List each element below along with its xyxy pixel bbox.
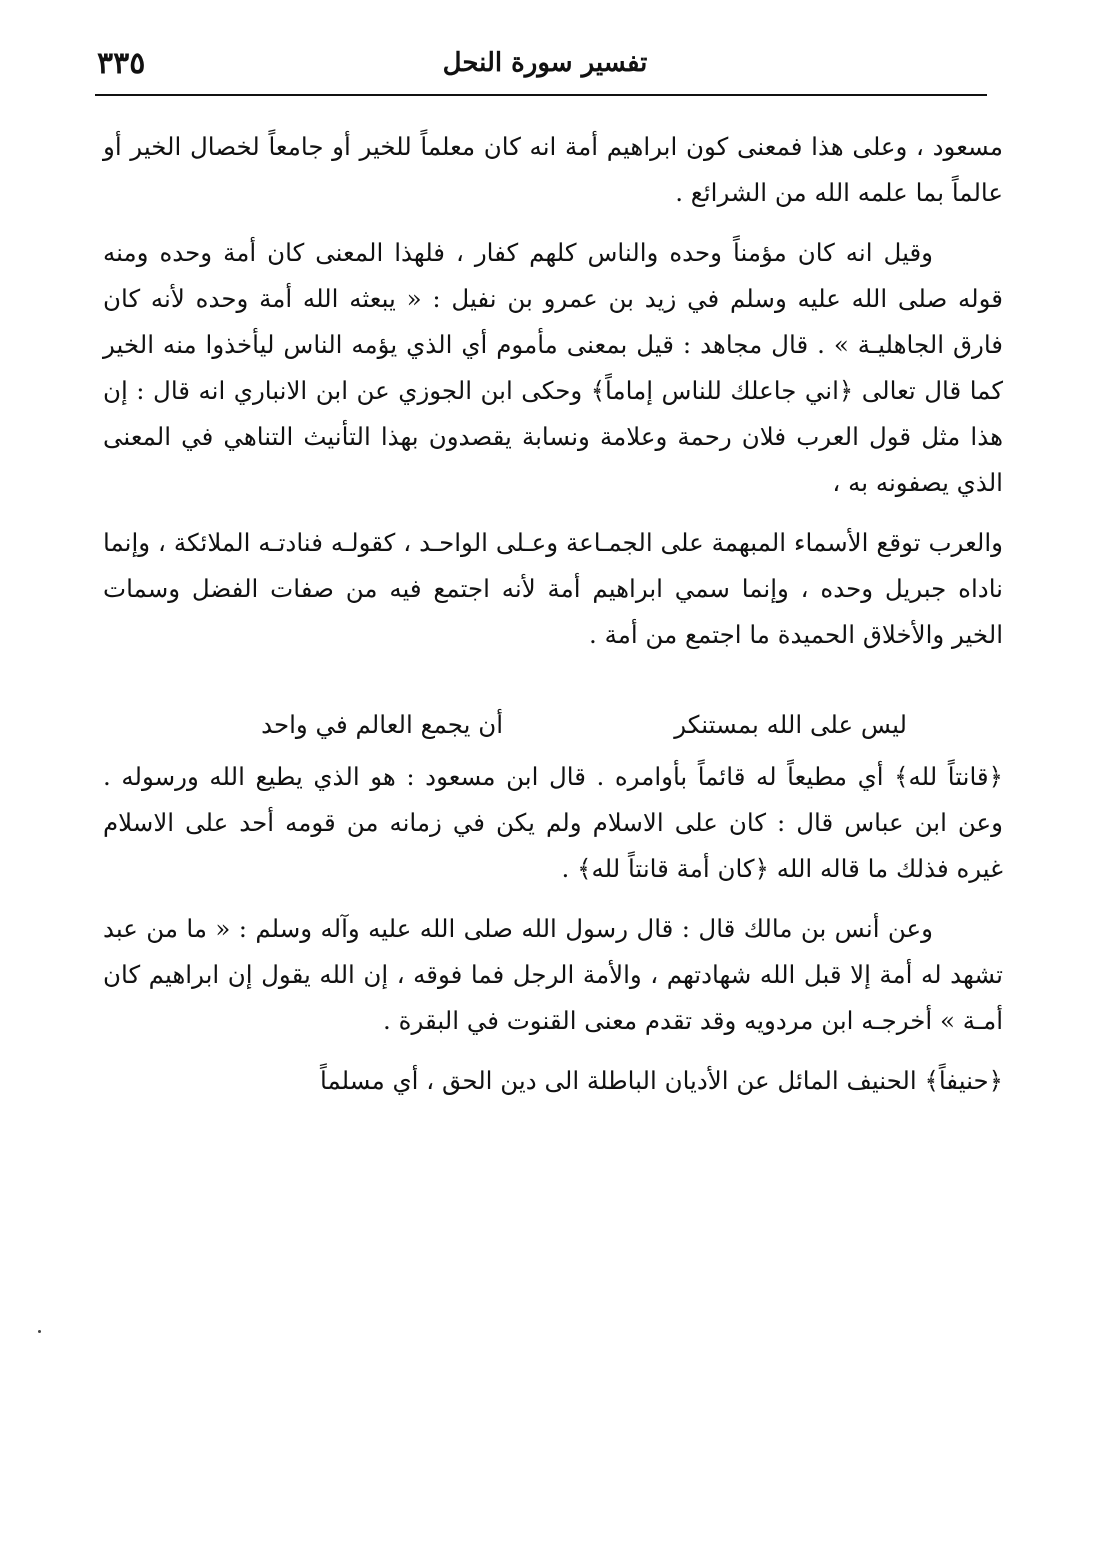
- paragraph-1: مسعود ، وعلى هذا فمعنى كون ابراهيم أمة انه كان معلماً للخير أو جامعاً لخصال الخير أو عالماً بما علمه الله من الشرائع .: [103, 132, 1003, 207]
- scan-speck: [38, 1330, 41, 1333]
- running-title: تفسير سورة النحل: [442, 48, 648, 78]
- page-body: [103, 124, 1003, 1104]
- page-header: [95, 42, 987, 94]
- paragraph-3: والعرب توقع الأسماء المبهمة على الجمـاعة وعـلى الواحـد ، كقولـه فنادتـه الملائكة ، وإنما ناداه جبريل وحده ، وإنما سمي ابراهيم أمة لأنه اجتمع فيه من صفات الفضل وسمات الخير والأخلاق الحميدة ما اجتمع من أمة .: [103, 528, 1003, 649]
- paragraph-4: ﴿قانتاً لله﴾ أي مطيعاً له قائماً بأوامره . قال ابن مسعود : هو الذي يطيع الله ورسوله . وعن ابن عباس قال : كان على الاسلام ولم يكن في زمانه من قومه أحد على الاسلام غيره فذلك ما قاله الله ﴿كان أمة قانتاً لله﴾ .: [103, 762, 1003, 883]
- verse-first-hemistich: ليس على الله بمستنكر: [674, 710, 907, 739]
- paragraph-5: وعن أنس بن مالك قال : قال رسول الله صلى الله عليه وآله وسلم : « ما من عبد تشهد له أمة إلا قبل الله شهادتهم ، والأمة الرجل فما فوقه ، إن الله يقول إن ابراهيم كان أمـة » أخرجـه ابن مردويه وقد تقدم معنى القنوت في البقرة .: [103, 914, 1003, 1035]
- poetry-verse: [103, 702, 1003, 748]
- page-number: ٣٣٥: [97, 46, 146, 81]
- paragraph-6: ﴿حنيفاً﴾ الحنيف المائل عن الأديان الباطلة الى دين الحق ، أي مسلماً: [320, 1066, 1003, 1095]
- paragraph-2: وقيل انه كان مؤمناً وحده والناس كلهم كفار ، فلهذا المعنى كان أمة وحده ومنه قوله صلى الله عليه وسلم في زيد بن عمرو بن نفيل : « يبعثه الله أمة وحده لأنه كان فارق الجاهليـة » . قال مجاهد : قيل بمعنى مأموم أي الذي يؤمه الناس ليأخذوا منه الخير كما قال تعالى ﴿اني جاعلك للناس إماماً﴾ وحكى ابن الجوزي عن ابن الانباري انه قال : إن هذا مثل قول العرب فلان رحمة وعلامة ونسابة يقصدون بهذا التأنيث التناهي في المعنى الذي يصفونه به ،: [103, 238, 1004, 497]
- verse-second-hemistich: أن يجمع العالم في واحد: [261, 710, 503, 739]
- header-rule: [95, 94, 987, 96]
